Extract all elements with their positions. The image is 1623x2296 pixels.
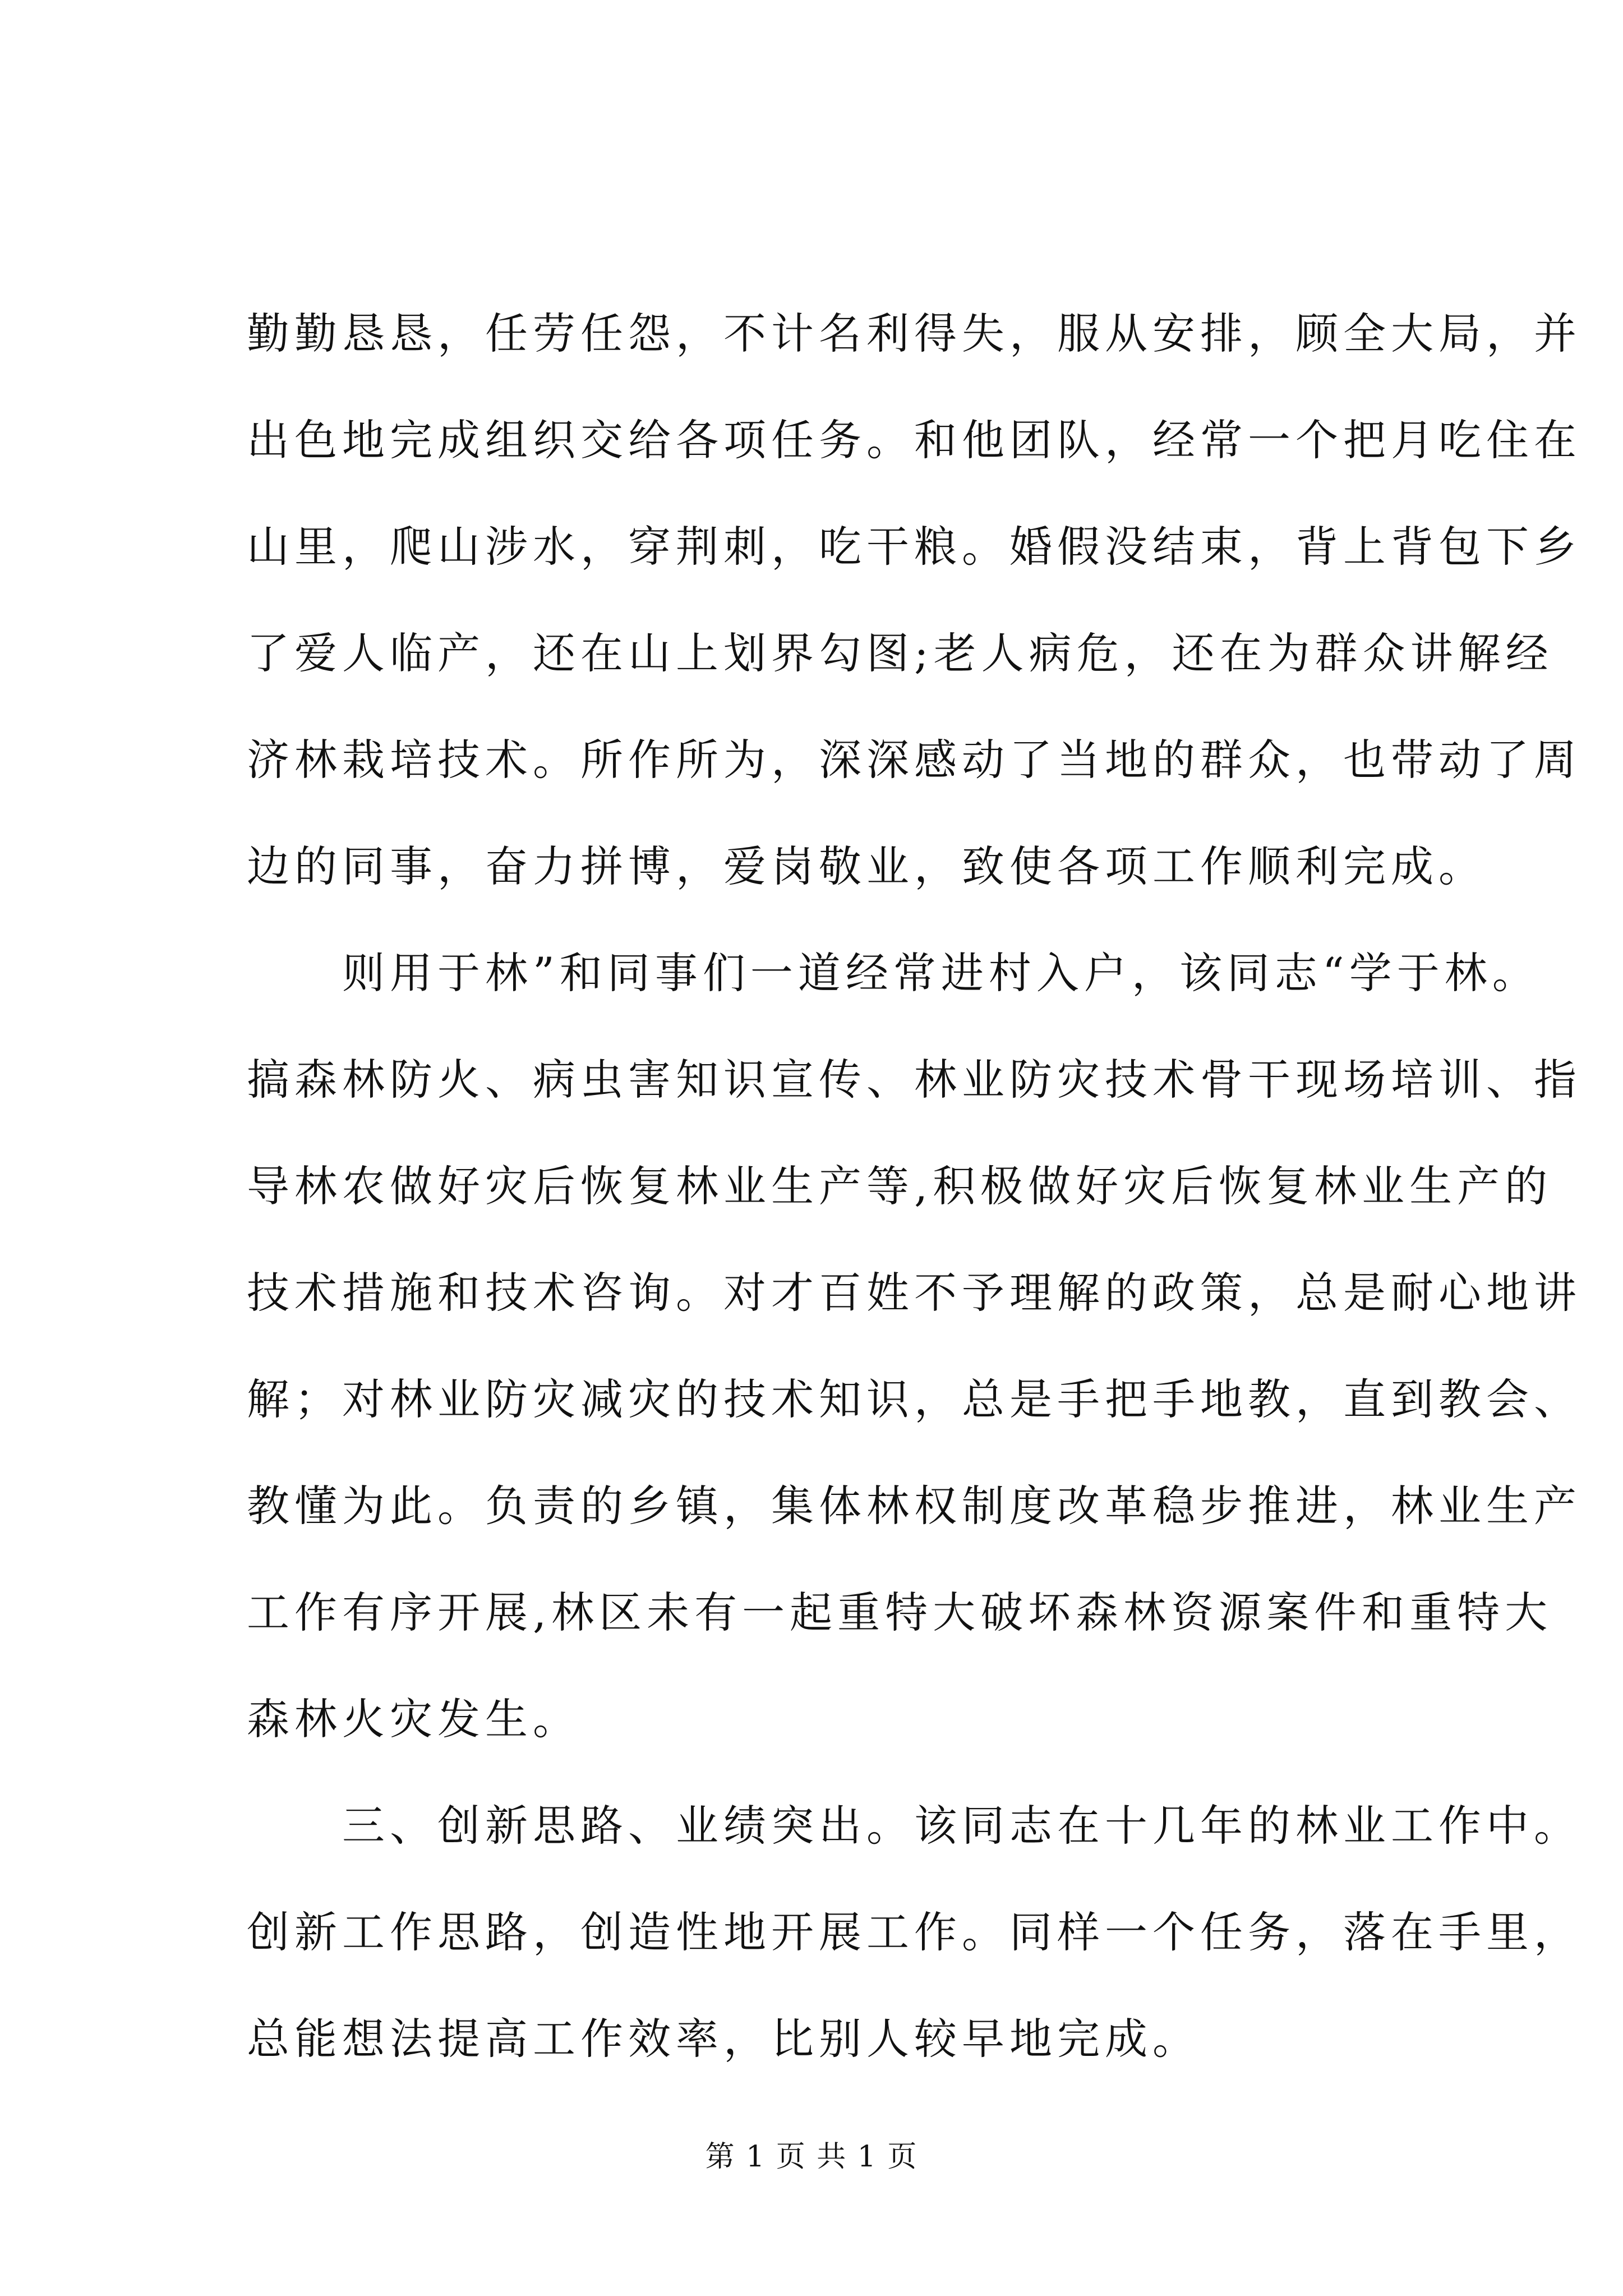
text-line: 技术措施和技术咨询。对才百姓不予理解的政策，总是耐心地讲 bbox=[247, 1268, 1581, 1318]
text-line: 创新工作思路，创造性地开展工作。同样一个任务，落在手里， bbox=[247, 1907, 1581, 1957]
text-line: 出色地完成组织交给各项任务。和他团队，经常一个把月吃住在 bbox=[247, 415, 1581, 465]
text-line: 教懂为此。负责的乡镇，集体林权制度改革稳步推进，林业生产 bbox=[247, 1481, 1581, 1531]
text-line: 解；对林业防灾减灾的技术知识，总是手把手地教，直到教会、 bbox=[247, 1374, 1581, 1424]
text-line: 山里，爬山涉水，穿荆刺，吃干粮。婚假没结束，背上背包下乡 bbox=[247, 522, 1581, 572]
page-footer bbox=[0, 2137, 1623, 2177]
document-body bbox=[247, 280, 1581, 2092]
text-line: 边的同事，奋力拼博，爱岗敬业，致使各项工作顺利完成。 bbox=[247, 841, 1486, 891]
text-line: 导林农做好灾后恢复林业生产等,积极做好灾后恢复林业生产的 bbox=[247, 1161, 1553, 1211]
text-line: 森林火灾发生。 bbox=[247, 1694, 580, 1744]
paragraph-start-line: 三、创新思路、业绩突出。该同志在十几年的林业工作中。 bbox=[342, 1801, 1581, 1851]
paragraph-start-line: 则用于林”和同事们一道经常进村入户，该同志“学于林。 bbox=[342, 948, 1540, 998]
text-line: 了爱人临产，还在山上划界勾图;老人病危，还在为群众讲解经 bbox=[247, 628, 1553, 678]
text-line: 济林栽培技术。所作所为，深深感动了当地的群众，也带动了周 bbox=[247, 735, 1581, 785]
text-line: 总能想法提高工作效率，比别人较早地完成。 bbox=[247, 2014, 1200, 2064]
text-line: 搞森林防火、病虫害知识宣传、林业防灾技术骨干现场培训、指 bbox=[247, 1055, 1581, 1105]
page-number-label: 第 1 页 共 1 页 bbox=[705, 2140, 918, 2174]
text-line: 工作有序开展,林区未有一起重特大破坏森林资源案件和重特大 bbox=[247, 1588, 1553, 1637]
text-line: 勤勤恳恳，任劳任怨，不计名利得失，服从安排，顾全大局，并 bbox=[247, 309, 1581, 358]
